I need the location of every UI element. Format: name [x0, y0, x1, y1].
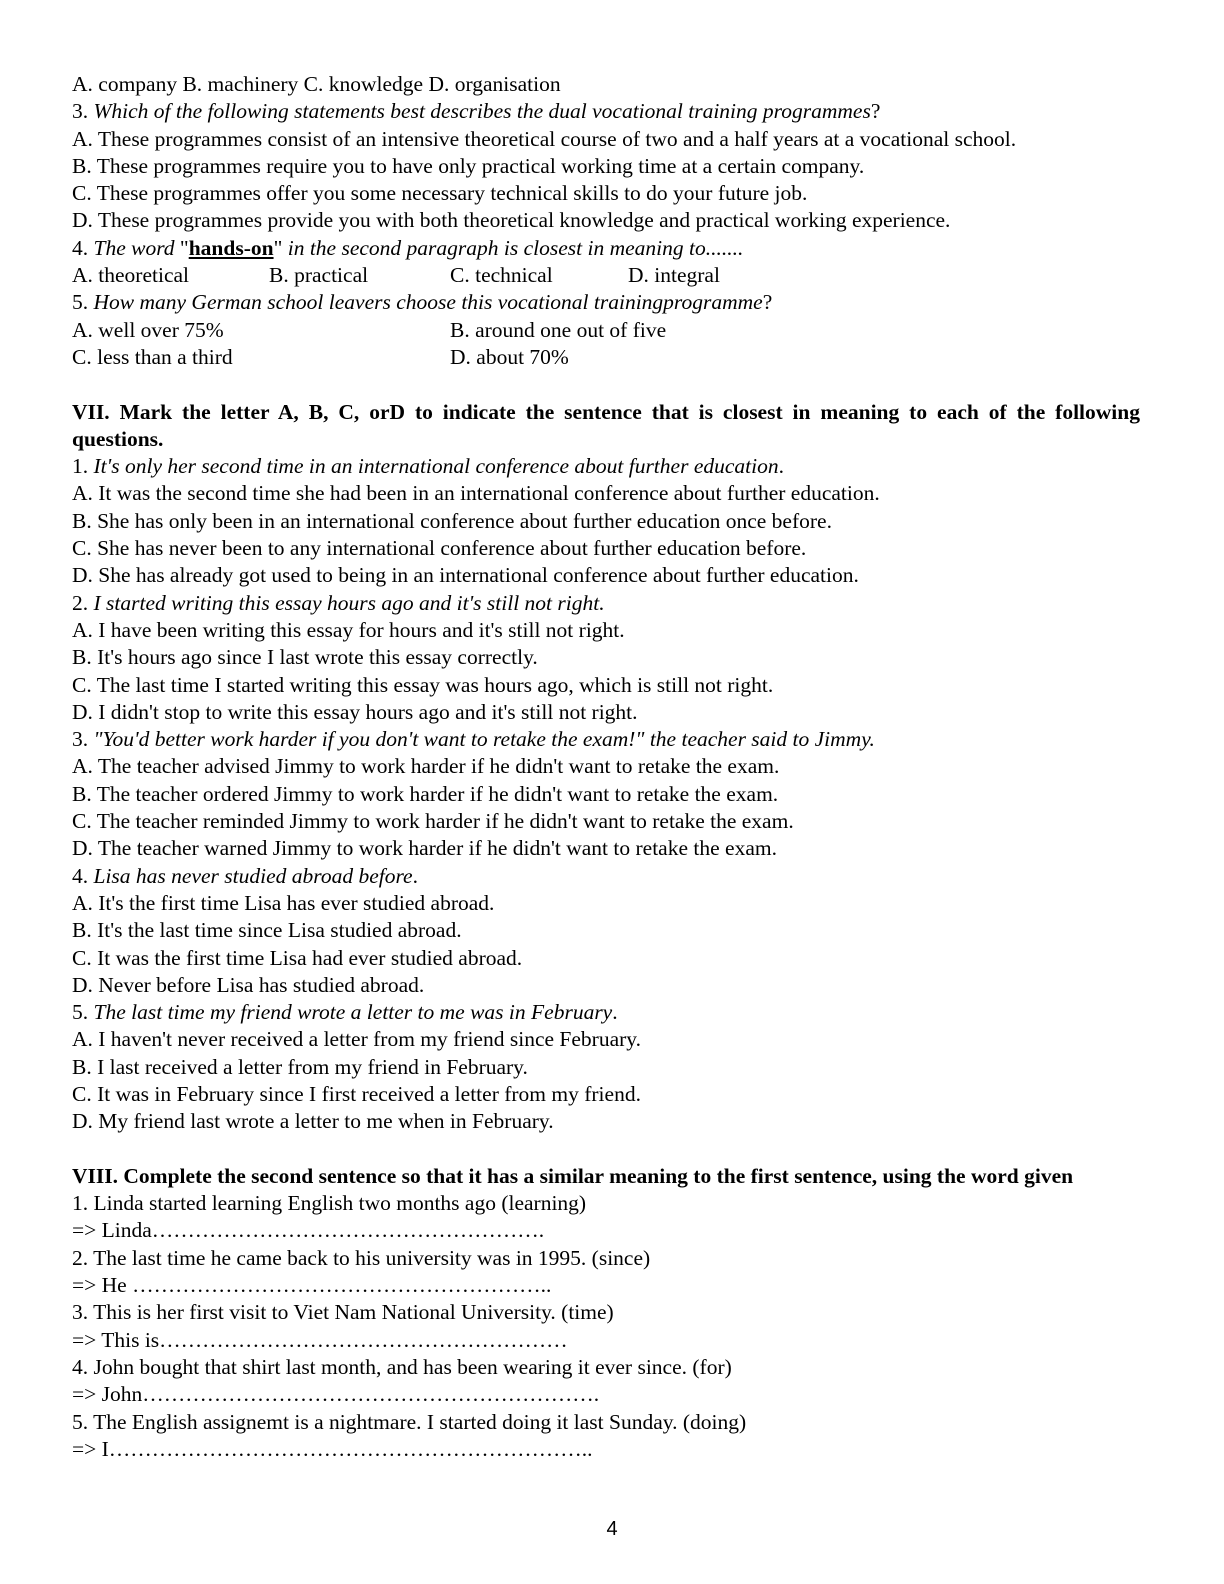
vii-q1-number: 1. [72, 454, 94, 479]
q5-option-a: A. well over 75% [72, 317, 224, 342]
vii-q4-option-d: D. Never before Lisa has studied abroad. [72, 972, 425, 997]
q5-number: 5. [72, 290, 94, 315]
vii-q3-option-d: D. The teacher warned Jimmy to work harder if he didn't want to retake the exam. [72, 836, 777, 861]
vii-q2-option-b: B. It's hours ago since I last wrote this essay correctly. [72, 645, 538, 670]
vii-q2-number: 2. [72, 590, 94, 615]
vii-q1-option-a: A. It was the second time she had been in an international conference about further education. [72, 481, 880, 506]
q4-quote-open: " [174, 235, 189, 260]
q4-question [72, 235, 1140, 262]
q4-post: in the second paragraph is closest in meaning to....... [282, 235, 744, 260]
section-viii-heading: VIII. Complete the second sentence so that it has a similar meaning to the first sentence, using the word given [72, 1163, 1074, 1188]
vii-q2-option-a: A. I have been writing this essay for hours and it's still not right. [72, 617, 625, 642]
viii-item-5-sentence: 5. The English assignemt is a nightmare. I started doing it last Sunday. (doing) [72, 1409, 747, 1434]
q4-option-b: B. practical [269, 263, 369, 288]
vii-q5-option-b: B. I last received a letter from my friend in February. [72, 1054, 528, 1079]
vii-q3-option-c: C. The teacher reminded Jimmy to work harder if he didn't want to retake the exam. [72, 809, 794, 834]
q4-option-c: C. technical [450, 263, 553, 288]
q3-text: Which of the following statements best describes the dual vocational training programmes [93, 99, 871, 124]
vii-q5-text: The last time my friend wrote a letter to me was in February [93, 1000, 613, 1025]
vii-q2-option-d: D. I didn't stop to write this essay hours ago and it's still not right. [72, 699, 638, 724]
viii-item-4-answer[interactable]: => John………………………………………………………. [72, 1382, 600, 1407]
spacer [72, 1136, 1140, 1163]
q4-option-a: A. theoretical [72, 263, 190, 288]
vii-q4-end: . [412, 863, 418, 888]
vii-q1-option-d: D. She has already got used to being in an international conference about further education. [72, 563, 859, 588]
viii-item-3-sentence: 3. This is her first visit to Viet Nam National University. (time) [72, 1300, 614, 1325]
q5-end: ? [762, 290, 773, 315]
section-vii-heading: VII. Mark the letter A, B, C, orD to indicate the sentence that is closest in meaning to each of the following questions. [72, 399, 1140, 451]
q3-option-a: A. These programmes consist of an intensive theoretical course of two and a half years at a vocational school. [72, 126, 1017, 151]
viii-item-1-answer[interactable]: => Linda………………………………………………. [72, 1218, 545, 1243]
q3-option-d: D. These programmes provide you with both theoretical knowledge and practical working experience. [72, 208, 951, 233]
vii-q5-option-c: C. It was in February since I first received a letter from my friend. [72, 1081, 641, 1106]
viii-item-3-answer[interactable]: => This is………………………………………………… [72, 1327, 568, 1352]
vii-q5-number: 5. [72, 1000, 94, 1025]
vii-q1-option-b: B. She has only been in an international conference about further education once before. [72, 508, 832, 533]
vii-q3-option-a: A. The teacher advised Jimmy to work harder if he didn't want to retake the exam. [72, 754, 780, 779]
viii-item-2-answer[interactable]: => He ………………………………………………….. [72, 1273, 552, 1298]
spacer [72, 371, 1140, 398]
vii-q4-option-a: A. It's the first time Lisa has ever studied abroad. [72, 890, 495, 915]
q5-option-b: B. around one out of five [450, 317, 667, 342]
vii-q2-option-c: C. The last time I started writing this essay was hours ago, which is still not right. [72, 672, 774, 697]
q5-question [72, 289, 1140, 316]
vii-q4-number: 4. [72, 863, 94, 888]
viii-item-1-sentence: 1. Linda started learning English two months ago (learning) [72, 1191, 587, 1216]
vii-q5-end: . [612, 1000, 618, 1025]
vii-q1-prompt [72, 453, 1140, 480]
vii-q1-option-c: C. She has never been to any international conference about further education before. [72, 536, 807, 561]
vii-q3-text: "You'd better work harder if you don't want to retake the exam!" the teacher said to Jimmy. [93, 727, 875, 752]
q5-option-d: D. about 70% [450, 344, 569, 369]
q3-question [72, 98, 1140, 125]
vii-q1-text: It's only her second time in an international conference about further education [93, 454, 779, 479]
vii-q4-text: Lisa has never studied abroad before [93, 863, 413, 888]
q5-options-row1 [72, 317, 1140, 344]
q4-quote-close: " [273, 235, 283, 260]
page-number: 4 [606, 1518, 618, 1540]
q4-pre: The word [93, 235, 175, 260]
q5-options-row2 [72, 344, 1140, 371]
q5-text: How many German school leavers choose this vocational trainingprogramme [93, 290, 763, 315]
q4-option-d: D. integral [628, 263, 720, 288]
viii-item-4-sentence: 4. John bought that shirt last month, and has been wearing it ever since. (for) [72, 1354, 732, 1379]
vii-q4-option-c: C. It was the first time Lisa had ever studied abroad. [72, 945, 523, 970]
q3-end: ? [870, 99, 881, 124]
q3-option-b: B. These programmes require you to have only practical working time at a certain company. [72, 153, 865, 178]
vii-q4-prompt [72, 863, 1140, 890]
viii-item-2-sentence: 2. The last time he came back to his university was in 1995. (since) [72, 1245, 651, 1270]
vii-q3-number: 3. [72, 727, 94, 752]
vii-q5-option-d: D. My friend last wrote a letter to me when in February. [72, 1109, 554, 1134]
q2-options: A. company B. machinery C. knowledge D. organisation [72, 72, 561, 96]
worksheet-page [72, 71, 1140, 1463]
vii-q3-prompt [72, 726, 1140, 753]
q4-number: 4. [72, 235, 94, 260]
vii-q3-option-b: B. The teacher ordered Jimmy to work harder if he didn't want to retake the exam. [72, 781, 779, 806]
q5-option-c: C. less than a third [72, 344, 233, 369]
vii-q5-prompt [72, 999, 1140, 1026]
vii-q1-end: . [778, 454, 784, 479]
vii-q2-text: I started writing this essay hours ago and it's still not right. [93, 590, 605, 615]
q4-options [72, 262, 1140, 289]
viii-item-5-answer[interactable]: => I………………………………………………………….. [72, 1436, 593, 1461]
q3-option-c: C. These programmes offer you some necessary technical skills to do your future job. [72, 181, 808, 206]
vii-q2-prompt [72, 590, 1140, 617]
q4-keyword: hands-on [188, 235, 274, 260]
vii-q5-option-a: A. I haven't never received a letter from my friend since February. [72, 1027, 641, 1052]
q3-number: 3. [72, 99, 94, 124]
vii-q4-option-b: B. It's the last time since Lisa studied abroad. [72, 918, 462, 943]
